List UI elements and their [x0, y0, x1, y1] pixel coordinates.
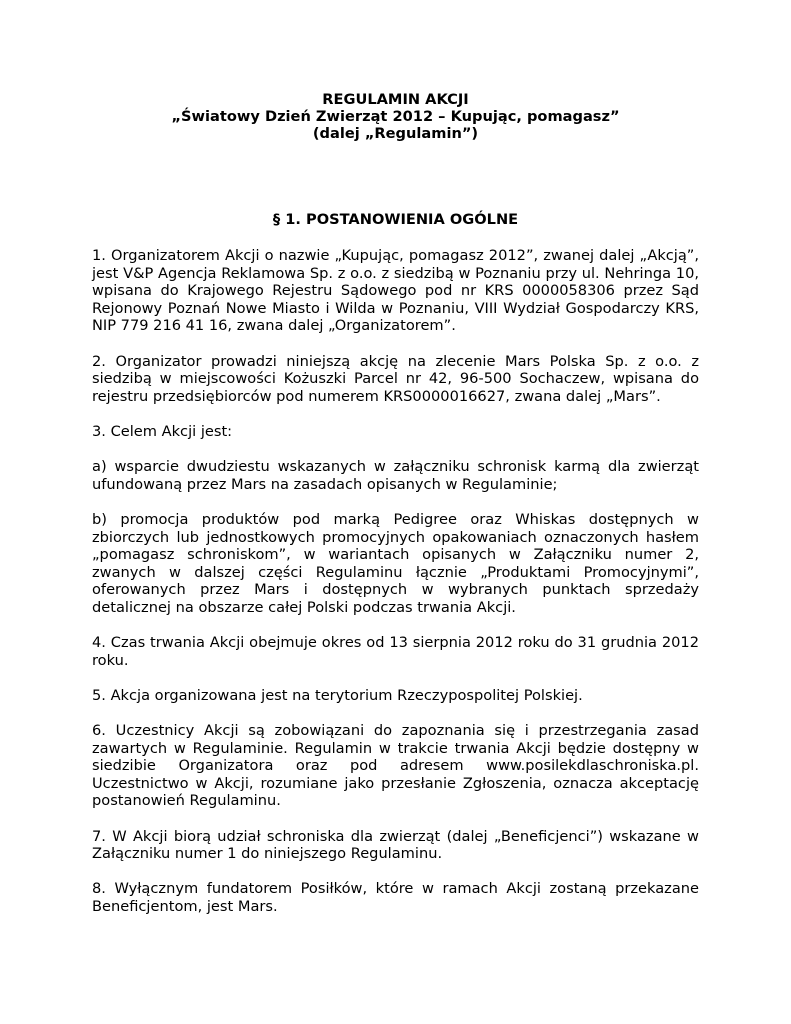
- paragraph-7: 7. W Akcji biorą udział schroniska dla zwierząt (dalej „Beneficjenci”) wskazane w Załączniku numer 1 do niniejszego Regulaminu.: [92, 827, 699, 863]
- title-line-1: REGULAMIN AKCJI: [322, 91, 469, 108]
- paragraph-8: 8. Wyłącznym fundatorem Posiłków, które w ramach Akcji zostaną przekazane Beneficjentom, jest Mars.: [92, 880, 699, 915]
- section-heading: § 1. POSTANOWIENIA OGÓLNE: [272, 211, 519, 228]
- document-title: [0, 91, 791, 142]
- paragraph-3: 3. Celem Akcji jest:: [92, 422, 233, 440]
- title-line-3: (dalej „Regulamin”): [312, 125, 479, 142]
- paragraph-3b: b) promocja produktów pod marką Pedigree oraz Whiskas dostępnych w zbiorczych lub jednostkowych promocyjnych opakowaniach oznaczonych hasłem „pomagasz schroniskom”, w wariantach opisanych w Załączniku numer 2, zwanych w dalszej części Regulaminu łącznie „Produktami Promocyjnymi”, oferowanych przez Mars i dostępnych w wybranych punktach sprzedaży detalicznej na obszarze całej Polski podczas trwania Akcji.: [92, 510, 699, 616]
- paragraph-4: 4. Czas trwania Akcji obejmuje okres od 13 sierpnia 2012 roku do 31 grudnia 2012 roku.: [92, 634, 699, 669]
- title-line-2: „Światowy Dzień Zwierząt 2012 – Kupując, pomagasz”: [171, 108, 620, 125]
- document-body: [92, 247, 699, 933]
- paragraph-1: 1. Organizatorem Akcji o nazwie „Kupując, pomagasz 2012”, zwanej dalej „Akcją”, jest V&P Agencja Reklamowa Sp. z o.o. z siedzibą w Poznaniu przy ul. Nehringa 10, wpisana do Krajowego Rejestru Sądowego pod nr KRS 0000058306 przez Sąd Rejonowy Poznań Nowe Miasto i Wilda w Poznaniu, VIII Wydział Gospodarczy KRS, NIP 779 216 41 16, zwana dalej „Organizatorem”.: [92, 247, 699, 335]
- paragraph-2: 2. Organizator prowadzi niniejszą akcję na zlecenie Mars Polska Sp. z o.o. z siedzibą w miejscowości Kożuszki Parcel nr 42, 96-500 Sochaczew, wpisana do rejestru przedsiębiorców pod numerem KRS0000016627, zwana dalej „Mars”.: [92, 352, 699, 405]
- paragraph-6: 6. Uczestnicy Akcji są zobowiązani do zapoznania się i przestrzegania zasad zawartych w Regulaminie. Regulamin w trakcie trwania Akcji będzie dostępny w siedzibie Organizatora oraz pod adresem www.posilekdlaschroniska.pl. Uczestnictwo w Akcji, rozumiane jako przesłanie Zgłoszenia, oznacza akceptację postanowień Regulaminu.: [92, 722, 699, 810]
- paragraph-3a: a) wsparcie dwudziestu wskazanych w załączniku schronisk karmą dla zwierząt ufundowaną przez Mars na zasadach opisanych w Regulaminie;: [92, 458, 699, 493]
- paragraph-5: 5. Akcja organizowana jest na terytorium Rzeczypospolitej Polskiej.: [92, 686, 583, 704]
